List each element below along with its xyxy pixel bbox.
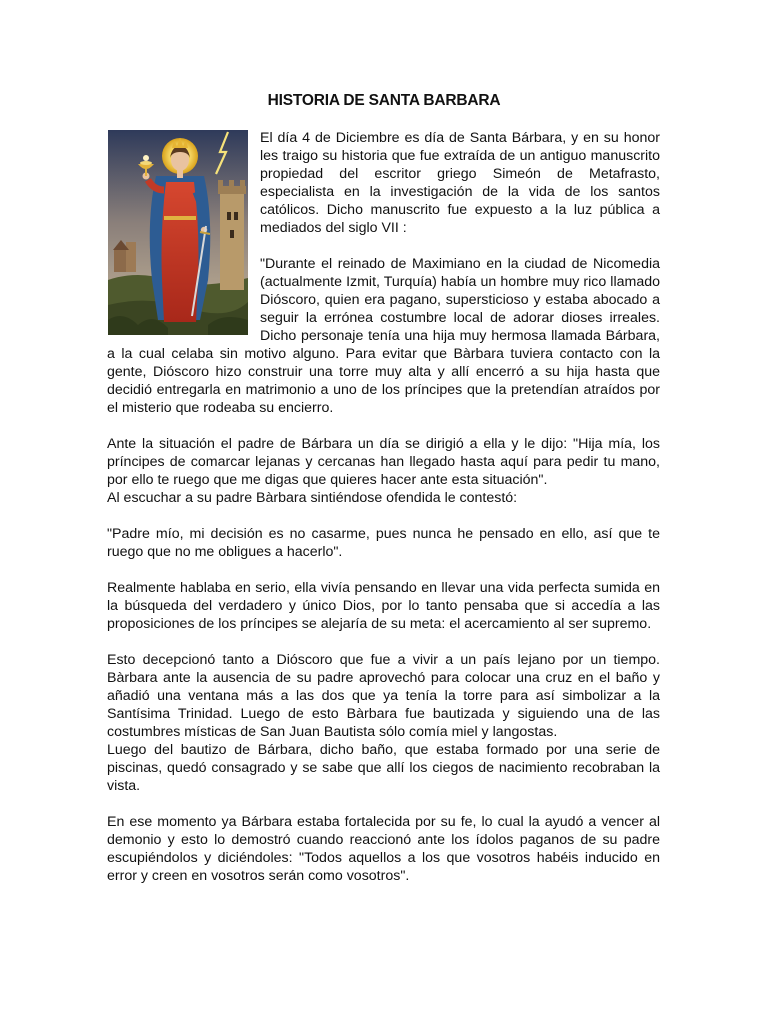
paragraph-2: "Durante el reinado de Maximiano en la ciudad de Nicomedia (actualmente Izmit, Turquía) había un hombre muy rico llamado Dióscoro, quien era pagano, supersticioso y estaba abocado a seguir la errónea costumbre local de adorar dioses irreales. Dicho personaje tenía una hija muy hermosa llamada Bárbara, a la cual celaba sin motivo alguno. Para evitar que Bàrbara tuviera contacto con la gente, Dióscoro hizo construir una torre muy alta y allí encerró a su hija hasta que decidió entregarla en matrimonio a uno de los príncipes que la pretendían atraídos por el misterio que rodeaba su encierro.: [107, 256, 660, 416]
document-body: [107, 129, 660, 903]
paragraph-6: Realmente hablaba en serio, ella vivía pensando en llevar una vida perfecta sumida en la búsqueda del verdadero y único Dios, por lo tanto pensaba que si accedía a las proposiciones de los príncipes se alejaría de su meta: el acercamiento al ser supremo.: [107, 580, 660, 632]
paragraph-5: "Padre mío, mi decisión es no casarme, pues nunca he pensado en ello, así que te ruego que no me obligues a hacerlo".: [107, 526, 660, 560]
paragraph-1: El día 4 de Diciembre es día de Santa Bárbara, y en su honor les traigo su historia que fue extraída de un antiguo manuscrito propiedad del escritor griego Simeón de Metafrasto, especialista en la investigación de la vida de los santos católicos. Dicho manuscrito fue expuesto a la luz pública a mediados del siglo VII :: [260, 130, 660, 236]
paragraph-7: Esto decepcionó tanto a Dióscoro que fue a vivir a un país lejano por un tiempo. Bàrbara ante la ausencia de su padre aprovechó para colocar una cruz en el baño y añadió una ventana más a las dos que ya tenía la torre para así simbolizar a la Santísima Trinidad. Luego de esto Bàrbara fue bautizada y siguiendo una de las costumbres místicas de San Juan Bautista sólo comía miel y langostas.: [107, 652, 660, 740]
paragraph-8: Luego del bautizo de Bárbara, dicho baño, que estaba formado por una serie de piscinas, quedó consagrado y se sabe que allí los ciegos de nacimiento recobraban la vista.: [107, 742, 660, 794]
paragraph-3: Ante la situación el padre de Bárbara un día se dirigió a ella y le dijo: "Hija mía, los príncipes de comarcar lejanas y cercanas han llegado hasta aquí para pedir tu mano, por ello te ruego que me digas que quieres hacer ante esta situación".: [107, 436, 660, 488]
paragraph-4: Al escuchar a su padre Bàrbara sintiéndose ofendida le contestó:: [107, 490, 518, 506]
santa-barbara-illustration: [108, 130, 248, 335]
page-title: HISTORIA DE SANTA BARBARA: [267, 92, 501, 109]
paragraph-9: En ese momento ya Bárbara estaba fortalecida por su fe, lo cual la ayudó a vencer al demonio y esto lo demostró cuando reaccionó ante los ídolos paganos de su padre escupiéndolos y diciéndoles: "Todos aquellos a los que vosotros habéis inducido en error y creen en vosotros serán como vosotros".: [107, 814, 660, 884]
